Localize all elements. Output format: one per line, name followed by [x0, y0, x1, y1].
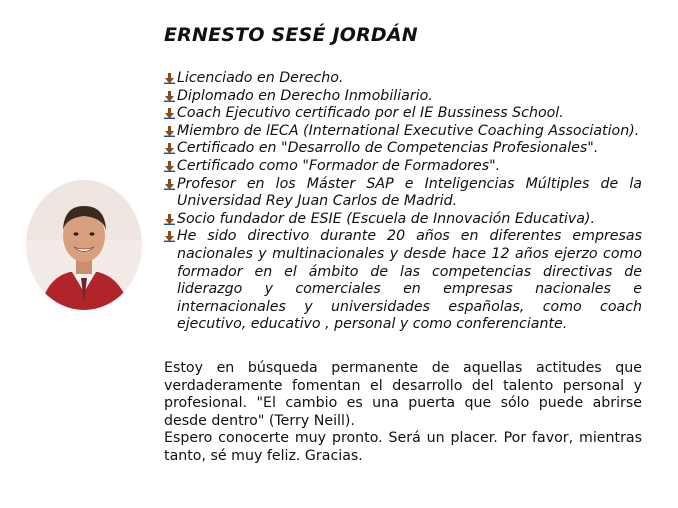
arrow-bullet-icon: [164, 143, 175, 154]
credentials-list: [164, 70, 642, 334]
list-item-text: Licenciado en Derecho.: [177, 70, 344, 86]
arrow-bullet-icon: [164, 91, 175, 102]
list-item: [164, 123, 642, 141]
paragraph: Espero conocerte muy pronto. Será un placer. Por favor, mientras tanto, sé muy feliz. Gracias.: [164, 430, 642, 464]
arrow-bullet-icon: [164, 108, 175, 119]
portrait-photo: [26, 180, 142, 310]
list-item: [164, 228, 642, 334]
list-item: [164, 176, 642, 211]
portrait-illustration: [26, 180, 142, 310]
closing-text: [164, 360, 642, 466]
person-name: ERNESTO SESÉ JORDÁN: [164, 24, 418, 46]
list-item-text: Certificado en "Desarrollo de Competencias Profesionales".: [177, 140, 599, 157]
list-item: [164, 211, 642, 229]
paragraph: Estoy en búsqueda permanente de aquellas actitudes que verdaderamente fomentan el desarrollo del talento personal y profesional. "El cambio es una puerta que sólo puede abrirse desde dentro" (Terry Neill).: [164, 360, 642, 429]
list-item: [164, 105, 642, 123]
list-item: [164, 88, 642, 106]
arrow-bullet-icon: [164, 126, 175, 137]
list-item-text: Miembro de lECA (International Executive Coaching Association).: [177, 122, 640, 139]
arrow-bullet-icon: [164, 231, 175, 242]
list-item-text: He sido directivo durante 20 años en diferentes empresas nacionales y multinacionales y desde hace 12 años ejerzo como formador en el ámbito de las competencias directivas de liderazgo y comerciales en empresas nacionales e internacionales y universidades españolas, como coach ejecutivo, educativo , personal y como conferenciante.: [177, 228, 642, 333]
list-item-text: Diplomado en Derecho Inmobiliario.: [177, 87, 433, 104]
list-item-text: Socio fundador de ESIE (Escuela de Innovación Educativa).: [177, 210, 595, 227]
list-item-text: Coach Ejecutivo certificado por el IE Bussiness School.: [177, 105, 564, 122]
list-item: [164, 158, 642, 176]
list-item-text: Certificado como "Formador de Formadores".: [177, 157, 501, 174]
arrow-bullet-icon: [164, 179, 175, 190]
list-item: [164, 70, 642, 88]
arrow-bullet-icon: [164, 214, 175, 225]
list-item: [164, 140, 642, 158]
list-item-text: Profesor en los Máster SAP e Inteligencias Múltiples de la Universidad Rey Juan Carlos de Madrid.: [177, 175, 642, 210]
arrow-bullet-icon: [164, 161, 175, 172]
arrow-bullet-icon: [164, 73, 175, 84]
